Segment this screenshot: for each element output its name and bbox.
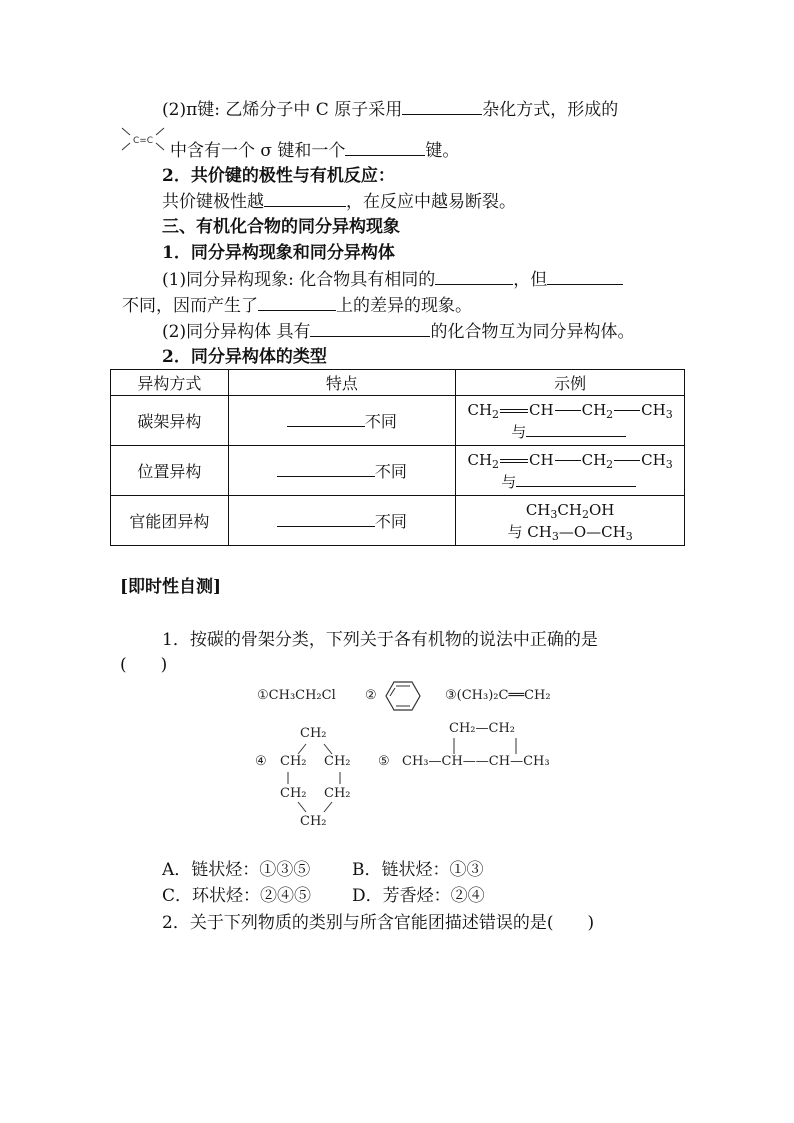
example-blank[interactable] [526, 422, 626, 437]
isomer-def-text-3-end: 的化合物互为同分异构体。 [430, 322, 635, 342]
table-header-feature: 特点 [228, 370, 456, 396]
table-row [111, 446, 685, 496]
pi-bond-line [162, 98, 618, 121]
molecule-4-label: ④ [255, 754, 267, 769]
isomer-def-line-2 [122, 294, 472, 317]
isomer-def-text: (1)同分异构现象: 化合物具有相同的 [162, 270, 436, 290]
example-formula: $CH_3CH_2OH$ [525, 500, 615, 521]
feature-blank[interactable] [277, 460, 375, 477]
option-b[interactable]: B．链状烃：①③ [352, 860, 484, 880]
table-row [111, 496, 685, 546]
example-compare [456, 421, 684, 443]
sigma-text: 中含有一个 σ 键和一个 [170, 141, 346, 161]
table-header-row [111, 370, 685, 396]
feature-blank[interactable] [277, 510, 375, 527]
ch2-lower-right: CH₂ [324, 786, 351, 801]
table-row [111, 396, 685, 446]
ch2-upper-left: CH₂ [280, 754, 307, 769]
polarity-text: 共价键极性越 [162, 192, 264, 212]
molecule-5-bottom: CH₃—CH——CH—CH₃ [402, 754, 550, 769]
row-example [456, 396, 685, 446]
ch2-top: CH₂ [300, 726, 327, 741]
sigma-pi-line [170, 139, 459, 162]
isomerism-title: 三、有机化合物的同分异构现象 [162, 217, 400, 237]
isomer-def-text-2: 不同，因而产生了 [122, 296, 258, 316]
molecule-2-label: ② [365, 688, 377, 703]
option-d[interactable]: D．芳香烃：②④ [352, 886, 485, 906]
example-compare [456, 471, 684, 493]
row-type: 碳架异构 [111, 396, 229, 446]
pi-bond-text: (2)π键: 乙烯分子中 C 原子采用 [162, 100, 403, 120]
example-formula: $CH_2$ CH $CH_2$ $CH_3$ [467, 450, 673, 471]
row-feature-cell [228, 496, 456, 546]
question-1-answer[interactable]: ( ) [120, 655, 168, 675]
isomer-subtitle-1: 1．同分异构现象和同分异构体 [162, 243, 395, 263]
feature-blank[interactable] [287, 410, 365, 427]
isomer-phenomenon-blank[interactable] [310, 320, 430, 337]
molecule-5-top: CH₂—CH₂ [449, 721, 515, 736]
polarity-line [162, 190, 516, 213]
question-2: 2．关于下列物质的类别与所含官能团描述错误的是( ) [162, 913, 595, 933]
hybridization-blank[interactable] [402, 98, 482, 115]
row-feature-cell [228, 396, 456, 446]
property-blank[interactable] [258, 294, 336, 311]
option-c[interactable]: C．环状烃：②④⑤ [162, 886, 312, 906]
polarity-title: 2．共价键的极性与有机反应： [162, 166, 395, 186]
row-feature: 不同 [374, 462, 407, 481]
example-compare-text: 与 [501, 472, 517, 491]
sigma-text-end: 键。 [425, 141, 460, 161]
row-example [456, 496, 685, 546]
table-header-type: 异构方式 [111, 370, 229, 396]
ethylene-struct-text: C=C [132, 136, 154, 146]
quiz-heading: [即时性自测] [120, 577, 222, 597]
example-compare: 与 $CH_3—O—CH_3$ [507, 522, 633, 543]
isomer-def-line-1 [162, 268, 623, 291]
row-feature: 不同 [374, 512, 407, 531]
structure-blank[interactable] [547, 268, 623, 285]
benzene-ring-icon [385, 680, 421, 712]
ch2-bottom: CH₂ [300, 814, 327, 829]
isomer-def-text-2-end: 上的差异的现象。 [336, 296, 472, 316]
bond-type-blank[interactable] [345, 139, 425, 156]
molecule-5-label: ⑤ [378, 754, 390, 769]
cyclohexane-bonds-icon [280, 738, 360, 818]
ch2-lower-left: CH₂ [280, 786, 307, 801]
isomer-def-text-3: (2)同分异构体 具有 [162, 322, 311, 342]
isomer-subtitle-2: 2．同分异构体的类型 [162, 347, 327, 367]
row-type: 官能团异构 [111, 496, 229, 546]
cyclobutane-bonds-icon [440, 736, 530, 756]
pi-bond-text-end: 杂化方式，形成的 [482, 100, 619, 120]
row-example [456, 446, 685, 496]
molecule-1: ①CH₃CH₂Cl [257, 688, 336, 703]
ch2-upper-right: CH₂ [324, 754, 351, 769]
row-feature: 不同 [364, 412, 397, 431]
table-header-example: 示例 [456, 370, 685, 396]
ethylene-structure-icon [120, 126, 166, 152]
isomer-type-table [110, 369, 685, 546]
polarity-text-end: ，在反应中越易断裂。 [346, 192, 516, 212]
formula-blank[interactable] [435, 268, 513, 285]
example-blank[interactable] [516, 472, 636, 487]
polarity-blank[interactable] [264, 190, 346, 207]
molecule-3: ③(CH₃)₂C══CH₂ [445, 688, 551, 703]
example-formula: $CH_2$ CH $CH_2$ $CH_3$ [467, 400, 673, 421]
example-compare-text: 与 [511, 422, 527, 441]
option-a[interactable]: A．链状烃：①③⑤ [162, 860, 311, 880]
row-feature-cell [228, 446, 456, 496]
question-1: 1．按碳的骨架分类，下列关于各有机物的说法中正确的是 [162, 630, 598, 650]
isomer-def-mid: ，但 [513, 270, 548, 290]
row-type: 位置异构 [111, 446, 229, 496]
isomer-def-line-3 [162, 320, 634, 343]
